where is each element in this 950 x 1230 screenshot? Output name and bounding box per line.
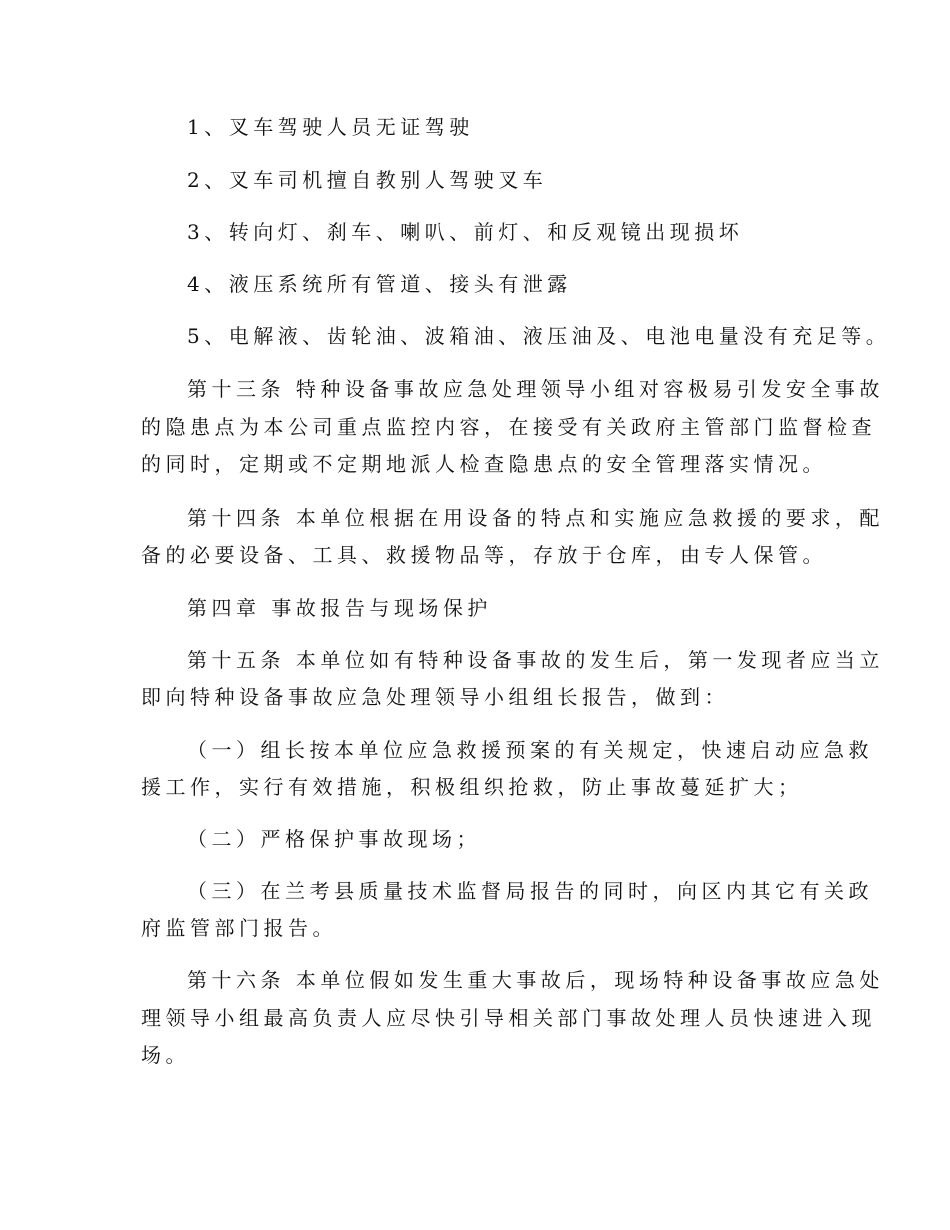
clause-1-line-1: （一）组长按本单位应急救援预案的有关规定，快速启动应急救 xyxy=(187,738,873,762)
article-14-line-1: 第十四条 本单位根据在用设备的特点和实施应急救援的要求，配 xyxy=(187,506,884,530)
clause-1-line-2: 援工作，实行有效措施，积极组织抢救，防止事故蔓延扩大； xyxy=(141,775,803,799)
clause-3-line-2: 府监管部门报告。 xyxy=(141,916,337,940)
item-3-line: 3、转向灯、刹车、喇叭、前灯、和反观镜出现损坏 xyxy=(187,220,744,244)
clause-2-line: （二）严格保护事故现场； xyxy=(187,827,481,851)
article-13-line-1: 第十三条 特种设备事故应急处理领导小组对容极易引发安全事故 xyxy=(187,377,884,401)
article-13-line-2: 的隐患点为本公司重点监控内容，在接受有关政府主管部门监督检查 xyxy=(141,415,876,439)
clause-3-line-1: （三）在兰考县质量技术监督局报告的同时，向区内其它有关政 xyxy=(187,879,873,903)
article-14-line-2: 备的必要设备、工具、救援物品等，存放于仓库，由专人保管。 xyxy=(141,543,827,567)
chapter-4-heading: 第四章 事故报告与现场保护 xyxy=(187,596,492,620)
item-5-line: 5、电解液、齿轮油、波箱油、液压油及、电池电量没有充足等。 xyxy=(187,324,891,348)
item-4-line: 4、液压系统所有管道、接头有泄露 xyxy=(187,272,572,296)
article-16-line-2: 理领导小组最高负责人应尽快引导相关部门事故处理人员快速进入现 xyxy=(141,1006,876,1030)
article-16-line-3: 场。 xyxy=(141,1043,190,1067)
article-15-line-2: 即向特种设备事故应急处理领导小组组长报告，做到： xyxy=(141,685,729,709)
article-15-line-1: 第十五条 本单位如有特种设备事故的发生后，第一发现者应当立 xyxy=(187,648,884,672)
item-1-line: 1、叉车驾驶人员无证驾驶 xyxy=(187,115,474,139)
item-2-line: 2、叉车司机擅自教别人驾驶叉车 xyxy=(187,168,548,192)
article-16-line-1: 第十六条 本单位假如发生重大事故后，现场特种设备事故应急处 xyxy=(187,968,884,992)
article-13-line-3: 的同时，定期或不定期地派人检查隐患点的安全管理落实情况。 xyxy=(141,452,827,476)
